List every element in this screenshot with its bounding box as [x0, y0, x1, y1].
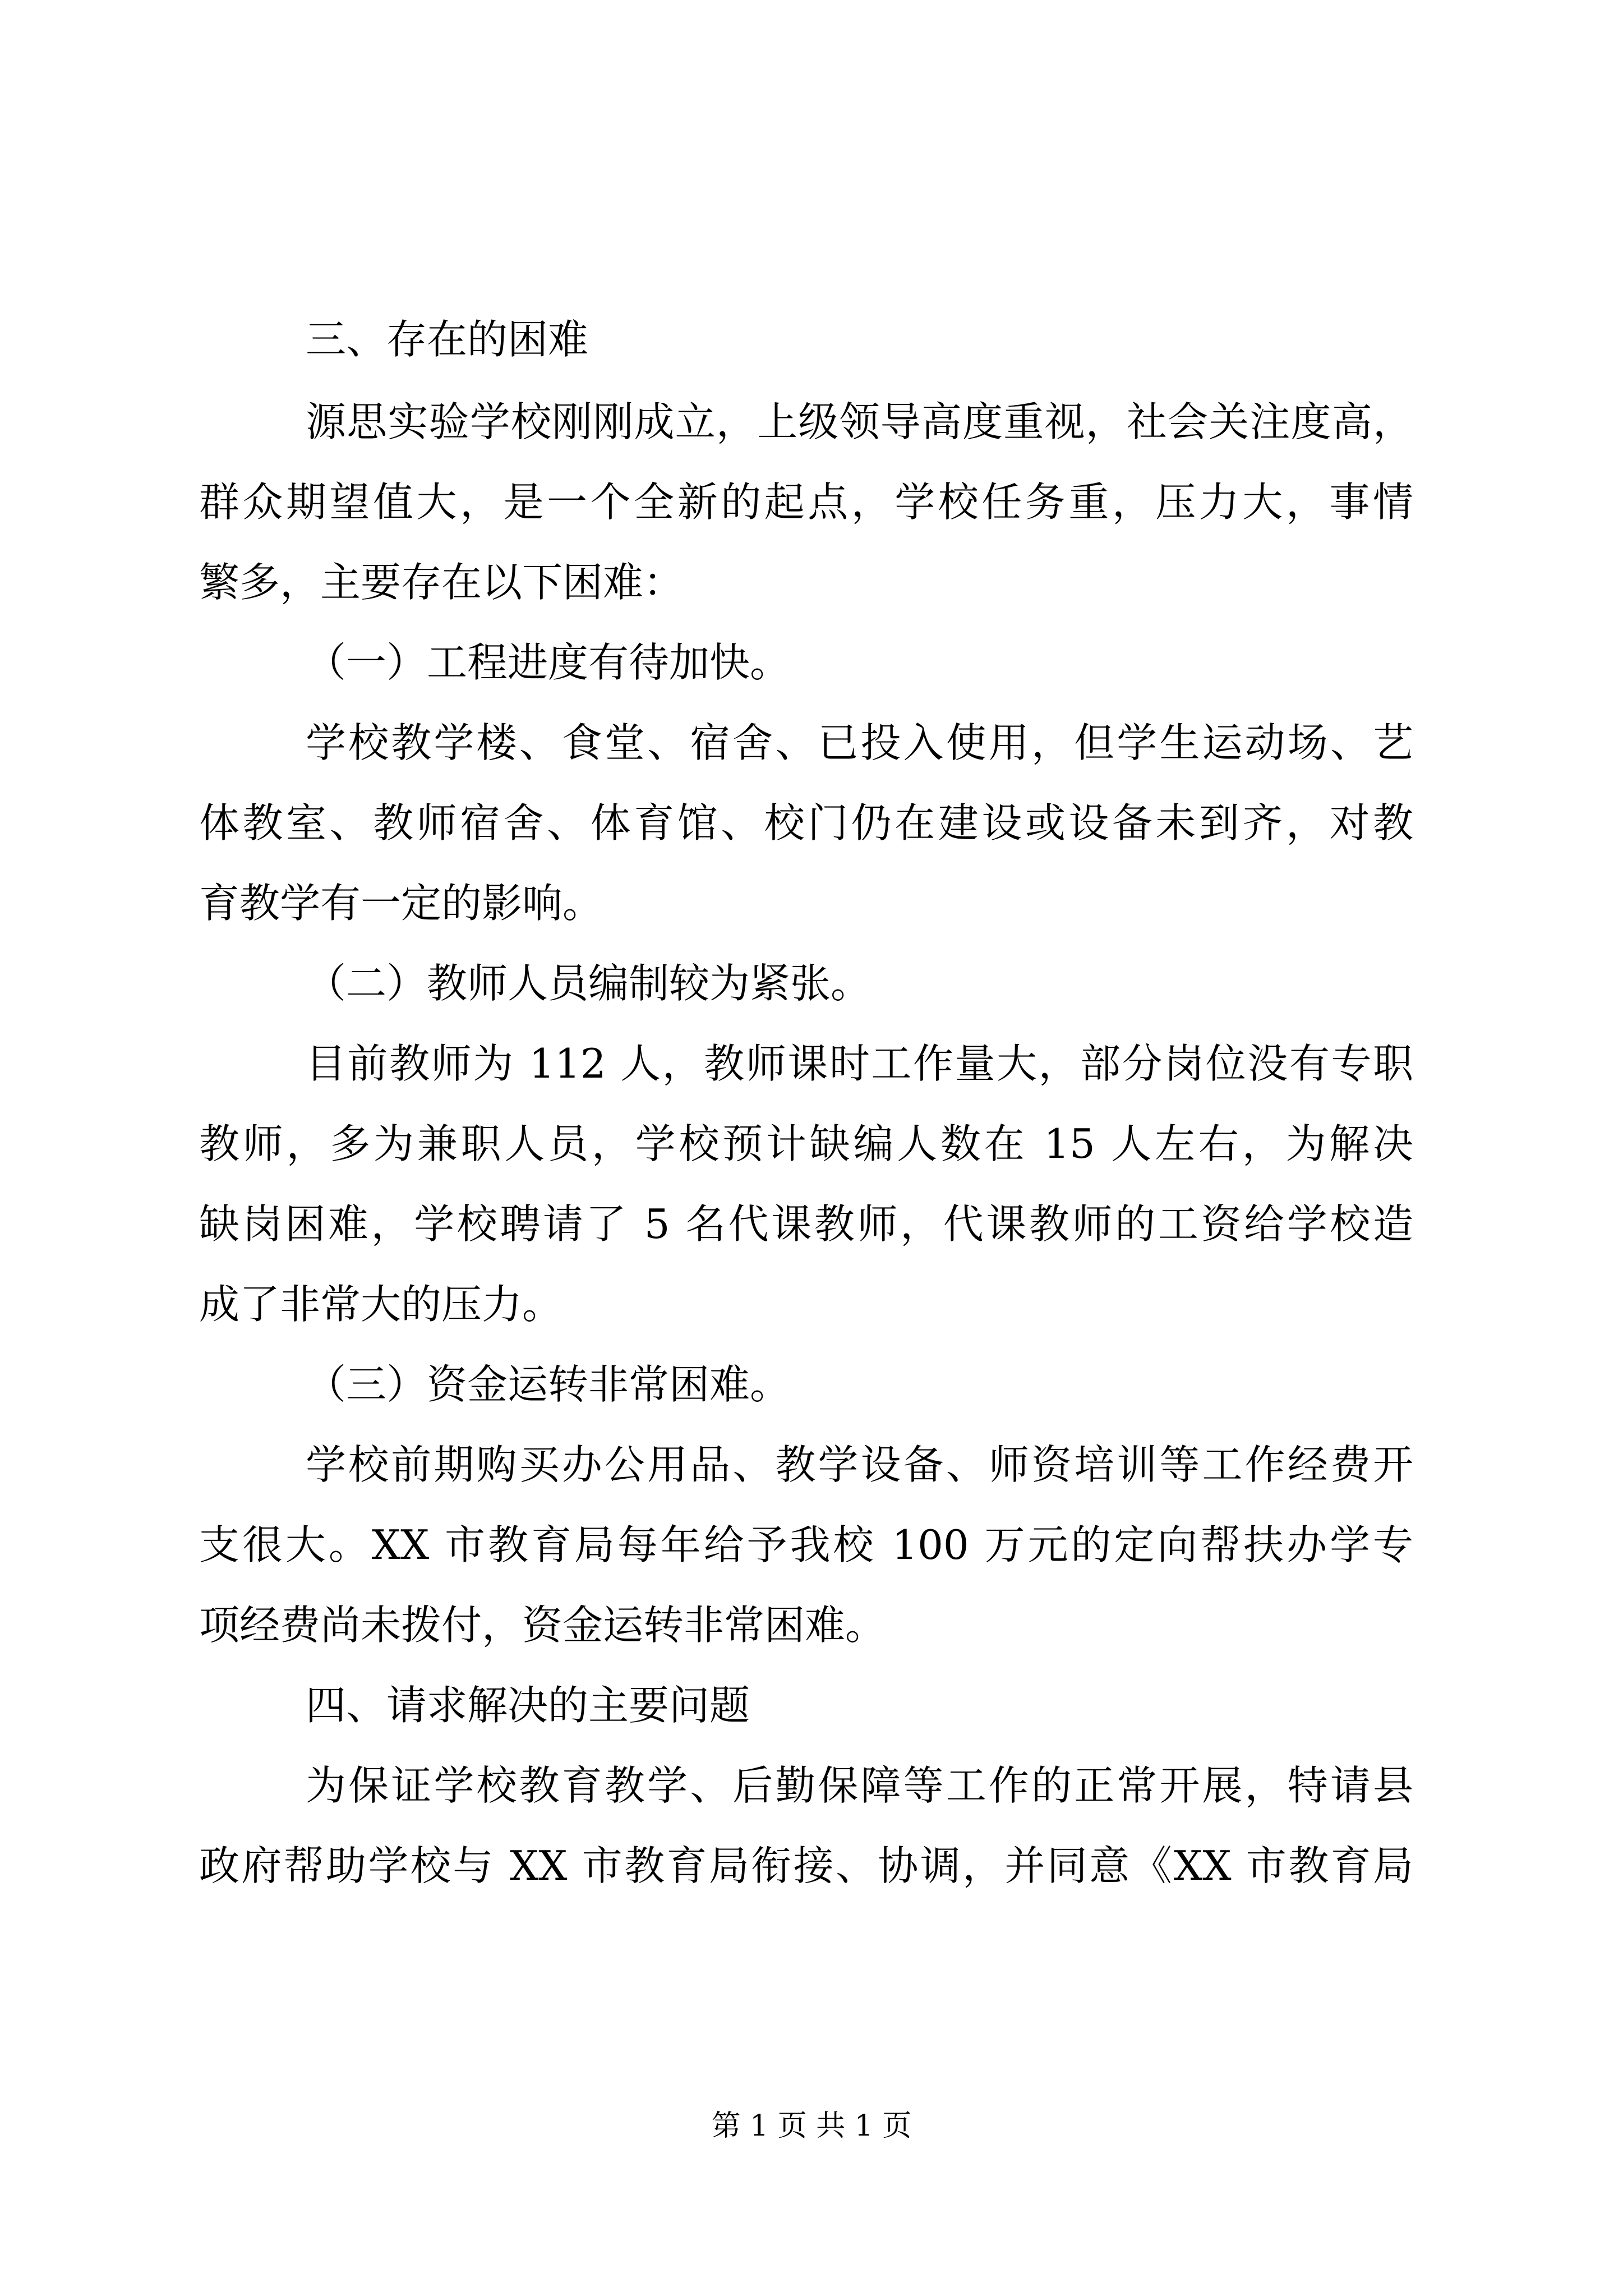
paragraph-line: 学校教学楼、食堂、宿舍、已投入使用，但学生运动场、艺 — [306, 719, 1413, 766]
subsection-heading: （三）资金运转非常困难。 — [306, 1361, 791, 1408]
paragraph-line: 源思实验学校刚刚成立，上级领导高度重视，社会关注度高， — [306, 398, 1413, 445]
paragraph-line: 政府帮助学校与 XX 市教育局衔接、协调，并同意《XX 市教育局 — [199, 1842, 1413, 1889]
paragraph-line: 成了非常大的压力。 — [199, 1281, 563, 1328]
paragraph-line: 体教室、教师宿舍、体育馆、校门仍在建设或设备未到齐，对教 — [199, 799, 1413, 846]
paragraph-line: 为保证学校教育教学、后勤保障等工作的正常开展，特请县 — [306, 1762, 1413, 1809]
page-footer: 第 1 页 共 1 页 — [711, 2109, 912, 2143]
subsection-heading: （一）工程进度有待加快。 — [306, 639, 791, 686]
paragraph-line: 缺岗困难，学校聘请了 5 名代课教师，代课教师的工资给学校造 — [199, 1200, 1413, 1248]
section-heading: 四、请求解决的主要问题 — [306, 1682, 750, 1729]
paragraph-line: 学校前期购买办公用品、教学设备、师资培训等工作经费开 — [306, 1441, 1413, 1488]
paragraph-line: 群众期望值大，是一个全新的起点，学校任务重，压力大，事情 — [199, 478, 1413, 526]
paragraph-line: 目前教师为 112 人，教师课时工作量大，部分岗位没有专职 — [306, 1040, 1413, 1087]
subsection-heading: （二）教师人员编制较为紧张。 — [306, 960, 872, 1007]
paragraph-line: 教师，多为兼职人员，学校预计缺编人数在 15 人左右，为解决 — [199, 1120, 1413, 1167]
paragraph-line: 繁多，主要存在以下困难： — [199, 559, 684, 606]
paragraph-line: 育教学有一定的影响。 — [199, 880, 603, 927]
section-heading: 三、存在的困难 — [306, 316, 589, 363]
paragraph-line: 支很大。XX 市教育局每年给予我校 100 万元的定向帮扶办学专 — [199, 1521, 1413, 1568]
paragraph-line: 项经费尚未拨付，资金运转非常困难。 — [199, 1602, 886, 1649]
